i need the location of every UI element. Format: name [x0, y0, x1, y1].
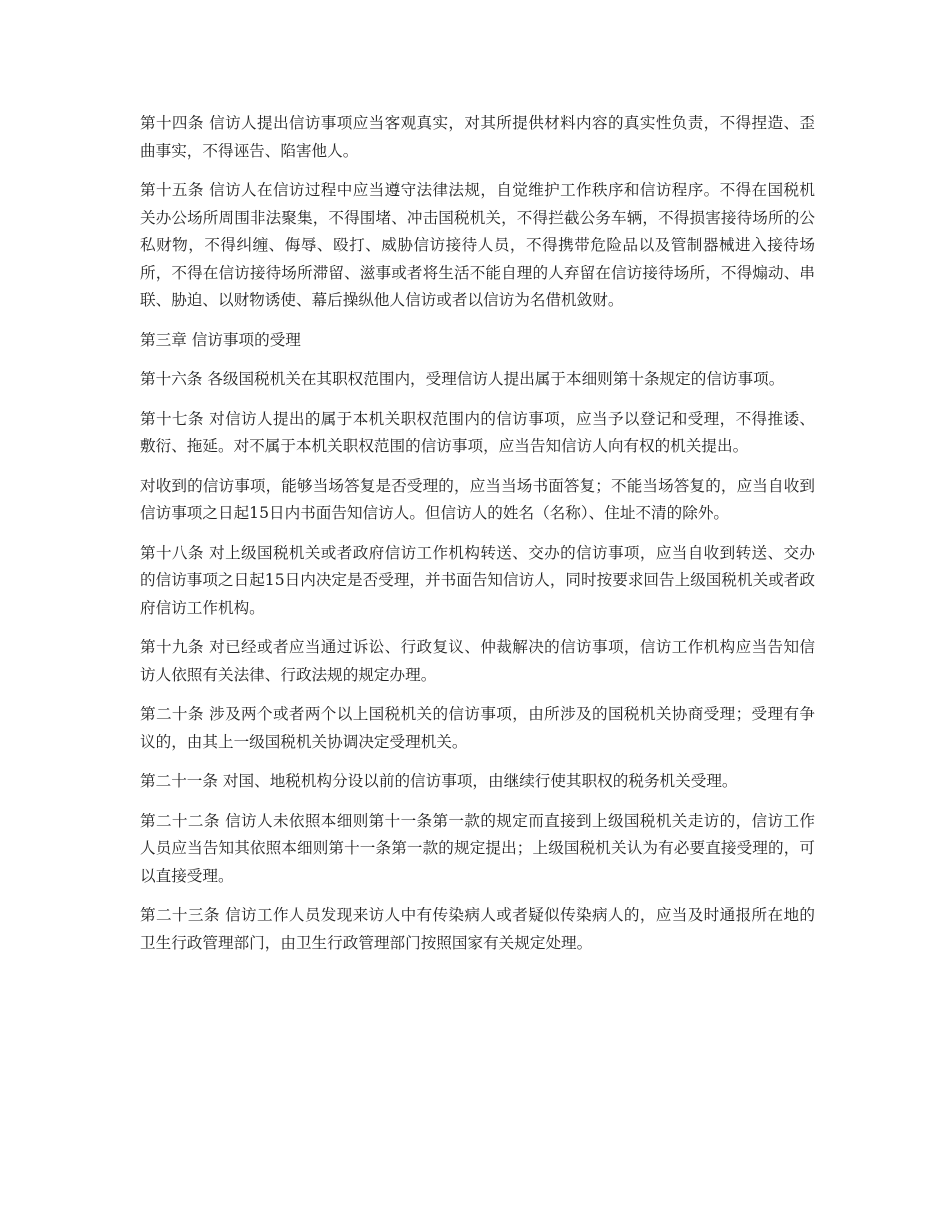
article-15: 第十五条 信访人在信访过程中应当遵守法律法规，自觉维护工作秩序和信访程序。不得在国税机关办公场所周围非法聚集，不得围堵、冲击国税机关，不得拦截公务车辆，不得损害接待场所的公私财物，不得纠缠、侮辱、殴打、威胁信访接待人员，不得携带危险品以及管制器械进入接待场所，不得在信访接待场所滞留、滋事或者将生活不能自理的人弃留在信访接待场所，不得煽动、串联、胁迫、以财物诱使、幕后操纵他人信访或者以信访为名借机敛财。	[140, 181, 815, 309]
article-20: 第二十条 涉及两个或者两个以上国税机关的信访事项，由所涉及的国税机关协商受理；受理有争议的，由其上一级国税机关协调决定受理机关。	[140, 705, 815, 751]
article-22: 第二十二条 信访人未依照本细则第十一条第一款的规定而直接到上级国税机关走访的，信访工作人员应当告知其依照本细则第十一条第一款的规定提出；上级国税机关认为有必要直接受理的，可以直接受理。	[140, 811, 815, 885]
article-23: 第二十三条 信访工作人员发现来访人中有传染病人或者疑似传染病人的，应当及时通报所在地的卫生行政管理部门，由卫生行政管理部门按照国家有关规定处理。	[140, 906, 815, 952]
chapter-3-heading: 第三章 信访事项的受理	[140, 330, 301, 349]
article-17: 第十七条 对信访人提出的属于本机关职权范围内的信访事项，应当予以登记和受理，不得推诿、敷衍、拖延。对不属于本机关职权范围的信访事项，应当告知信访人向有权的机关提出。	[140, 409, 815, 455]
article-17-paragraph-2: 对收到的信访事项，能够当场答复是否受理的，应当当场书面答复；不能当场答复的，应当自收到信访事项之日起15日内书面告知信访人。但信访人的姓名（名称）、住址不清的除外。	[140, 476, 815, 522]
article-16: 第十六条 各级国税机关在其职权范围内，受理信访人提出属于本细则第十条规定的信访事项。	[140, 370, 785, 388]
article-19: 第十九条 对已经或者应当通过诉讼、行政复议、仲裁解决的信访事项，信访工作机构应当告知信访人依照有关法律、行政法规的规定办理。	[140, 638, 815, 684]
document-page	[140, 110, 815, 969]
article-21: 第二十一条 对国、地税机构分设以前的信访事项，由继续行使其职权的税务机关受理。	[140, 772, 738, 790]
article-18: 第十八条 对上级国税机关或者政府信访工作机构转送、交办的信访事项，应当自收到转送、交办的信访事项之日起15日内决定是否受理，并书面告知信访人，同时按要求回告上级国税机关或者政府信访工作机构。	[140, 543, 815, 617]
article-14: 第十四条 信访人提出信访事项应当客观真实，对其所提供材料内容的真实性负责，不得捏造、歪曲事实，不得诬告、陷害他人。	[140, 114, 815, 160]
